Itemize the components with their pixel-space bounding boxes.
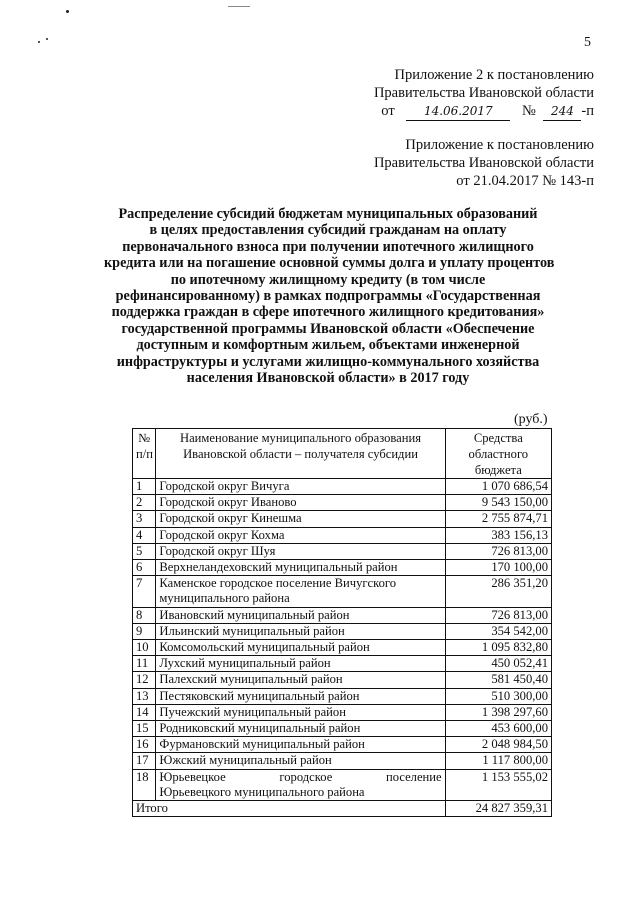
- annex-current-block: [374, 66, 594, 121]
- header-num-line1: №: [138, 431, 151, 445]
- title-line: Распределение субсидий бюджетам муниципальных образований: [118, 206, 538, 222]
- table-row: [133, 769, 552, 800]
- row-num: 2: [133, 495, 156, 511]
- header-amount-line2: областного: [468, 447, 529, 461]
- title-line: поддержка граждан в сфере ипотечного жилищного кредитования»: [111, 304, 545, 321]
- row-amount: 581 450,40: [445, 672, 551, 688]
- row-amount: 354 542,00: [445, 623, 551, 639]
- table-row: [133, 527, 552, 543]
- title-line: первоначального взноса при получении ипотечного жилищного: [122, 238, 534, 255]
- row-name-line1: [159, 770, 441, 785]
- annex-original-line3: от 21.04.2017 № 143-п: [456, 173, 594, 189]
- row-name: [156, 576, 445, 607]
- annex-original-line1: Приложение к постановлению: [405, 137, 594, 153]
- table-row: [133, 737, 552, 753]
- row-num: 18: [133, 769, 156, 800]
- row-name: Городской округ Кинешма: [156, 511, 445, 527]
- row-name-line2: муниципального района: [159, 591, 290, 606]
- document-title: [104, 206, 555, 387]
- row-num: 17: [133, 753, 156, 769]
- row-name: Пучежский муниципальный район: [156, 704, 445, 720]
- header-amount: [445, 429, 551, 479]
- title-line: государственной программы Ивановской области «Обеспечение: [121, 320, 535, 337]
- row-num: 1: [133, 479, 156, 495]
- row-amount: 450 052,41: [445, 656, 551, 672]
- row-num: 14: [133, 704, 156, 720]
- row-amount: 1 398 297,60: [445, 704, 551, 720]
- row-amount: 1 070 686,54: [445, 479, 551, 495]
- currency-unit: (руб.): [514, 412, 548, 427]
- row-amount: 726 813,00: [445, 607, 551, 623]
- row-name-word: городское: [279, 769, 333, 784]
- table-row: [133, 576, 552, 607]
- table-row: [133, 688, 552, 704]
- row-amount: 510 300,00: [445, 688, 551, 704]
- table-row: [133, 704, 552, 720]
- title-line: рефинансированному) в рамках подпрограммы «Государственная: [115, 288, 541, 305]
- handwritten-number: 244: [543, 102, 581, 121]
- header-num-line2: п/п: [136, 447, 153, 461]
- annex-original-line2: Правительства Ивановской области: [373, 155, 594, 171]
- row-name: Пестяковский муниципальный район: [156, 688, 445, 704]
- row-amount: 453 600,00: [445, 721, 551, 737]
- annex-current-line1: Приложение 2 к постановлению: [394, 67, 594, 83]
- row-name: Ильинский муниципальный район: [156, 623, 445, 639]
- handwritten-date: 14.06.2017: [406, 102, 510, 121]
- row-num: 5: [133, 543, 156, 559]
- row-name-word: Юрьевецкое: [159, 769, 226, 784]
- title-line: кредита или на погашение основной суммы долга и уплату процентов: [104, 255, 555, 272]
- header-amount-line3: бюджета: [474, 463, 522, 477]
- row-name: Городской округ Иваново: [156, 495, 445, 511]
- scan-speck: [66, 10, 69, 13]
- table-row: [133, 656, 552, 672]
- scan-speck: [38, 41, 40, 43]
- row-name: Городской округ Вичуга: [156, 479, 445, 495]
- row-name: Верхнеландеховский муниципальный район: [156, 560, 445, 576]
- row-amount: 383 156,13: [445, 527, 551, 543]
- total-label: Итого: [133, 801, 446, 817]
- header-name: [156, 429, 445, 479]
- table-row: [133, 672, 552, 688]
- row-name: [156, 769, 445, 800]
- row-name: Ивановский муниципальный район: [156, 607, 445, 623]
- annex-original-block: [374, 136, 594, 190]
- table-total-row: [133, 801, 552, 817]
- title-line: в целях предоставления субсидий гражданам на оплату: [149, 222, 507, 239]
- scan-speck: [228, 6, 250, 7]
- row-name-line1: Каменское городское поселение Вичугского: [159, 576, 397, 591]
- row-num: 16: [133, 737, 156, 753]
- table-row: [133, 640, 552, 656]
- title-line: по ипотечному жилищному кредиту (в том числе: [170, 271, 486, 288]
- row-name-line2: Юрьевецкого муниципального района: [159, 784, 365, 799]
- row-name: Городской округ Кохма: [156, 527, 445, 543]
- row-name: Родниковский муниципальный район: [156, 721, 445, 737]
- title-line: доступным и комфортным жильем, объектами инженерной: [136, 337, 520, 354]
- row-num: 11: [133, 656, 156, 672]
- page-number: 5: [584, 35, 591, 50]
- table-row: [133, 607, 552, 623]
- row-num: 4: [133, 527, 156, 543]
- annex-current-line2: Правительства Ивановской области: [373, 85, 594, 101]
- title-line: инфраструктуры и услугами жилищно-коммунального хозяйства: [116, 353, 540, 370]
- row-num: 13: [133, 688, 156, 704]
- row-amount: 2 048 984,50: [445, 737, 551, 753]
- row-num: 10: [133, 640, 156, 656]
- total-amount: 24 827 359,31: [445, 801, 551, 817]
- table-row: [133, 511, 552, 527]
- number-label: №: [521, 103, 536, 119]
- table-row: [133, 623, 552, 639]
- row-amount: 1 095 832,80: [445, 640, 551, 656]
- row-name: Фурмановский муниципальный район: [156, 737, 445, 753]
- table-row: [133, 560, 552, 576]
- row-name: Городской округ Шуя: [156, 543, 445, 559]
- header-name-line1: Наименование муниципального образования: [179, 431, 422, 445]
- row-amount: 2 755 874,71: [445, 511, 551, 527]
- table-row: [133, 753, 552, 769]
- row-num: 15: [133, 721, 156, 737]
- row-num: 7: [133, 576, 156, 607]
- row-amount: 9 543 150,00: [445, 495, 551, 511]
- title-line: населения Ивановской области» в 2017 году: [186, 370, 470, 387]
- from-label: от: [381, 103, 395, 119]
- row-num: 9: [133, 623, 156, 639]
- row-amount: 726 813,00: [445, 543, 551, 559]
- table-row: [133, 479, 552, 495]
- row-name: Южский муниципальный район: [156, 753, 445, 769]
- annex-current-date-line: [374, 102, 594, 121]
- number-suffix: -п: [581, 103, 594, 119]
- row-num: 8: [133, 607, 156, 623]
- row-amount: 1 117 800,00: [445, 753, 551, 769]
- table-row: [133, 721, 552, 737]
- subsidy-table: [132, 428, 552, 817]
- row-amount: 170 100,00: [445, 560, 551, 576]
- table-header-row: [133, 429, 552, 479]
- header-num: [133, 429, 156, 479]
- table-row: [133, 543, 552, 559]
- row-num: 12: [133, 672, 156, 688]
- row-num: 6: [133, 560, 156, 576]
- row-num: 3: [133, 511, 156, 527]
- header-amount-line1: Средства: [473, 431, 523, 445]
- row-amount: 1 153 555,02: [445, 769, 551, 800]
- table-row: [133, 495, 552, 511]
- row-name: Палехский муниципальный район: [156, 672, 445, 688]
- header-name-line2: Ивановской области – получателя субсидии: [183, 447, 418, 461]
- row-amount: 286 351,20: [445, 576, 551, 607]
- row-name: Комсомольский муниципальный район: [156, 640, 445, 656]
- row-name-word: поселение: [386, 769, 442, 784]
- row-name: Лухский муниципальный район: [156, 656, 445, 672]
- scan-speck: [46, 38, 48, 40]
